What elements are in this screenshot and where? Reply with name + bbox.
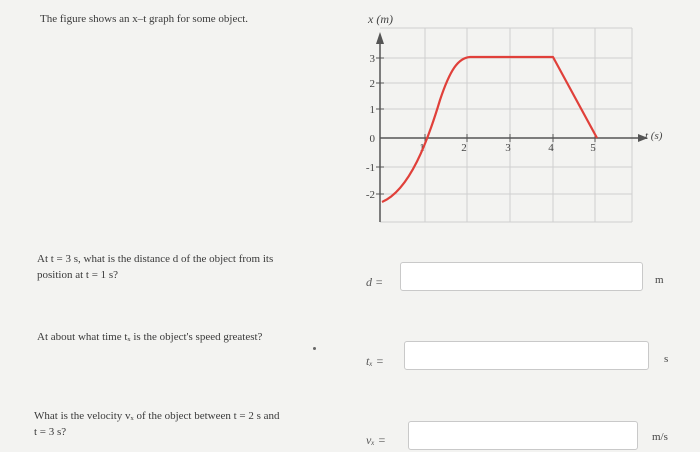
x-tick-label: 3 [505,142,511,154]
intro-text: The figure shows an x–t graph for some object. [40,13,249,25]
unit-m: m [655,274,664,286]
xt-curve [382,57,597,202]
y-axis-label: x (m) [368,12,393,26]
y-tick-label: -2 [365,189,375,201]
x-axis-arrow [376,32,384,44]
answer-label-v: vₓ = [366,433,386,447]
answer-label-d: d = [366,275,384,289]
x-tick-label: 2 [461,142,467,154]
question-3-line-2: t = 3 s? [34,426,67,438]
distance-answer-input[interactable] [400,262,643,291]
y-tick-label: -1 [365,162,375,174]
x-axis-label: t (s) [645,130,663,142]
question-1-line-1: At t = 3 s, what is the distance d of the object from its [37,253,274,265]
y-tick-label: 0 [369,133,375,145]
x-tick-label: 1 [419,142,425,154]
x-tick-label: 5 [590,142,596,154]
unit-s: s [664,353,669,365]
answer-label-t: tₓ = [366,354,384,368]
velocity-answer-input[interactable] [408,421,638,450]
cursor-dot [313,347,316,350]
y-tick-label: 2 [369,78,375,90]
question-1-line-2: position at t = 1 s? [37,269,119,281]
y-tick-label: 1 [369,104,375,116]
x-tick-label: 4 [548,142,554,154]
y-tick-label: 3 [369,53,375,65]
question-2-line-1: At about what time tₓ is the object's speed greatest? [37,331,263,343]
unit-m-per-s: m/s [652,431,668,443]
time-answer-input[interactable] [404,341,649,370]
question-3-line-1: What is the velocity vₓ of the object between t = 2 s and [34,410,280,422]
